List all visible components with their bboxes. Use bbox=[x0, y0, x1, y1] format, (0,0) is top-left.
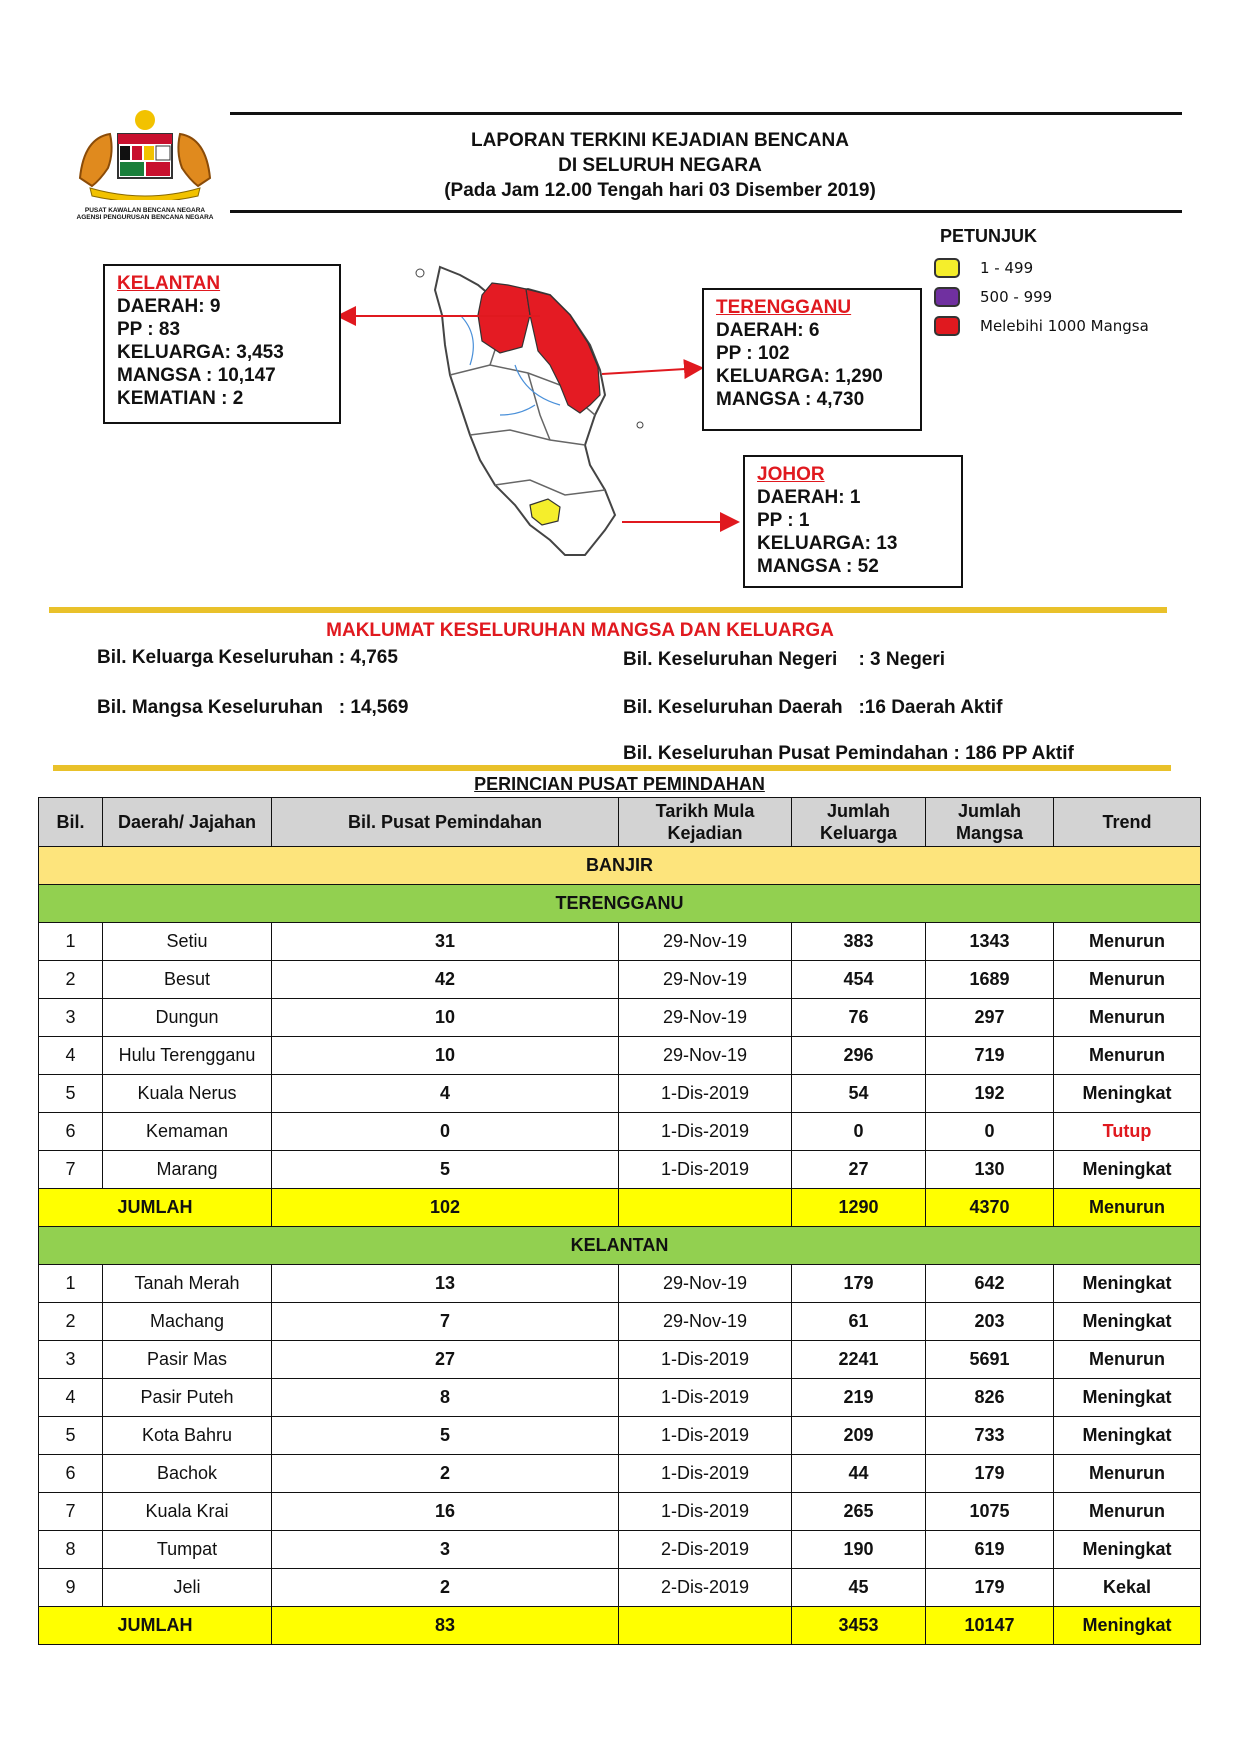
cell-mangsa: 826 bbox=[926, 1379, 1054, 1417]
cell-mangsa: 203 bbox=[926, 1303, 1054, 1341]
cell-bil: 6 bbox=[39, 1455, 103, 1493]
cell-trend: Meningkat bbox=[1054, 1265, 1201, 1303]
cell-pp: 10 bbox=[272, 999, 619, 1037]
cell-keluarga: 179 bbox=[792, 1265, 926, 1303]
cell-bil: 2 bbox=[39, 1303, 103, 1341]
state-section-row bbox=[39, 885, 1201, 923]
report-title bbox=[230, 128, 1090, 203]
cell-tarikh: 1-Dis-2019 bbox=[619, 1075, 792, 1113]
col-tarikh-l2: Kejadian bbox=[667, 823, 743, 843]
logo-caption-2: AGENSI PENGURUSAN BENCANA NEGARA bbox=[76, 214, 214, 221]
cell-keluarga: 2241 bbox=[792, 1341, 926, 1379]
coat-of-arms-icon bbox=[70, 108, 220, 200]
summary-keluarga: Bil. Keluarga Keseluruhan : 4,765 bbox=[97, 647, 398, 668]
cell-tarikh: 29-Nov-19 bbox=[619, 961, 792, 999]
cell-bil: 4 bbox=[39, 1037, 103, 1075]
table-row bbox=[39, 1075, 1201, 1113]
total-tarikh-empty bbox=[619, 1189, 792, 1227]
col-daerah: Daerah/ Jajahan bbox=[103, 798, 272, 847]
cell-trend: Menurun bbox=[1054, 1493, 1201, 1531]
summary-top-bar bbox=[49, 607, 1167, 613]
cell-keluarga: 27 bbox=[792, 1151, 926, 1189]
cell-bil: 7 bbox=[39, 1151, 103, 1189]
legend-item-1 bbox=[934, 256, 1033, 280]
cell-daerah: Kota Bahru bbox=[103, 1417, 272, 1455]
cell-pp: 42 bbox=[272, 961, 619, 999]
cell-daerah: Pasir Mas bbox=[103, 1341, 272, 1379]
cell-bil: 4 bbox=[39, 1379, 103, 1417]
cell-trend: Menurun bbox=[1054, 999, 1201, 1037]
cell-bil: 5 bbox=[39, 1417, 103, 1455]
keluarga-count: KELUARGA: 13 bbox=[757, 533, 898, 554]
coat-of-arms-logo bbox=[70, 108, 220, 221]
cell-bil: 2 bbox=[39, 961, 103, 999]
cell-bil: 3 bbox=[39, 999, 103, 1037]
cell-trend: Meningkat bbox=[1054, 1303, 1201, 1341]
evacuation-table bbox=[38, 797, 1201, 1645]
cell-daerah: Dungun bbox=[103, 999, 272, 1037]
kelantan-info-box bbox=[103, 264, 341, 424]
cell-trend: Menurun bbox=[1054, 961, 1201, 999]
table-row bbox=[39, 1341, 1201, 1379]
legend-item-3 bbox=[934, 314, 1149, 338]
legend-item-2 bbox=[934, 285, 1052, 309]
cell-pp: 2 bbox=[272, 1569, 619, 1607]
table-row bbox=[39, 923, 1201, 961]
state-section-row bbox=[39, 1227, 1201, 1265]
table-row bbox=[39, 1493, 1201, 1531]
daerah-count: DAERAH: 1 bbox=[757, 487, 861, 508]
state-section-name: TERENGGANU bbox=[39, 885, 1201, 923]
cell-bil: 7 bbox=[39, 1493, 103, 1531]
cell-mangsa: 642 bbox=[926, 1265, 1054, 1303]
total-label: JUMLAH bbox=[39, 1607, 272, 1645]
summary-pp: Bil. Keseluruhan Pusat Pemindahan : 186 PP Aktif bbox=[623, 743, 1074, 764]
cell-trend: Tutup bbox=[1054, 1113, 1201, 1151]
cell-trend: Kekal bbox=[1054, 1569, 1201, 1607]
cell-trend: Menurun bbox=[1054, 1037, 1201, 1075]
col-trend: Trend bbox=[1054, 798, 1201, 847]
col-bil: Bil. bbox=[39, 798, 103, 847]
cell-pp: 8 bbox=[272, 1379, 619, 1417]
cell-tarikh: 29-Nov-19 bbox=[619, 1265, 792, 1303]
col-keluarga-l2: Keluarga bbox=[819, 823, 898, 843]
cell-daerah: Setiu bbox=[103, 923, 272, 961]
mangsa-count: MANGSA : 52 bbox=[757, 556, 879, 577]
col-mangsa bbox=[926, 798, 1054, 847]
legend-swatch-red bbox=[934, 316, 960, 336]
logo-caption-1: PUSAT KAWALAN BENCANA NEGARA bbox=[84, 207, 206, 214]
table-row bbox=[39, 1113, 1201, 1151]
cell-daerah: Kuala Nerus bbox=[103, 1075, 272, 1113]
title-line-2: DI SELURUH NEGARA bbox=[558, 155, 762, 176]
cell-tarikh: 29-Nov-19 bbox=[619, 1303, 792, 1341]
summary-title: MAKLUMAT KESELURUHAN MANGSA DAN KELUARGA bbox=[326, 620, 834, 641]
table-body bbox=[39, 847, 1201, 1645]
cell-trend: Menurun bbox=[1054, 923, 1201, 961]
cell-mangsa: 1689 bbox=[926, 961, 1054, 999]
table-row bbox=[39, 1531, 1201, 1569]
cell-pp: 27 bbox=[272, 1341, 619, 1379]
total-row bbox=[39, 1189, 1201, 1227]
kematian-count: KEMATIAN : 2 bbox=[117, 388, 244, 409]
col-mangsa-l2: Mangsa bbox=[955, 823, 1024, 843]
state-name: JOHOR bbox=[757, 464, 825, 485]
cell-mangsa: 130 bbox=[926, 1151, 1054, 1189]
pp-count: PP : 83 bbox=[117, 319, 181, 340]
cell-mangsa: 619 bbox=[926, 1531, 1054, 1569]
arrow-terengganu bbox=[602, 368, 702, 374]
mangsa-count: MANGSA : 4,730 bbox=[716, 389, 865, 410]
cell-bil: 1 bbox=[39, 1265, 103, 1303]
cell-trend: Menurun bbox=[1054, 1341, 1201, 1379]
col-keluarga-l1: Jumlah bbox=[826, 801, 891, 821]
summary-mangsa: Bil. Mangsa Keseluruhan : 14,569 bbox=[97, 697, 409, 718]
cell-daerah: Kuala Krai bbox=[103, 1493, 272, 1531]
table-row bbox=[39, 1303, 1201, 1341]
cell-pp: 7 bbox=[272, 1303, 619, 1341]
legend-label: 1 - 499 bbox=[980, 259, 1034, 277]
cell-trend: Meningkat bbox=[1054, 1075, 1201, 1113]
cell-bil: 8 bbox=[39, 1531, 103, 1569]
cell-bil: 5 bbox=[39, 1075, 103, 1113]
cell-tarikh: 29-Nov-19 bbox=[619, 923, 792, 961]
cell-bil: 6 bbox=[39, 1113, 103, 1151]
cell-tarikh: 1-Dis-2019 bbox=[619, 1113, 792, 1151]
state-section-name: KELANTAN bbox=[39, 1227, 1201, 1265]
total-tarikh-empty bbox=[619, 1607, 792, 1645]
cell-trend: Meningkat bbox=[1054, 1379, 1201, 1417]
johor-info-box bbox=[743, 455, 963, 588]
cell-trend: Meningkat bbox=[1054, 1417, 1201, 1455]
cell-trend: Meningkat bbox=[1054, 1151, 1201, 1189]
cell-keluarga: 296 bbox=[792, 1037, 926, 1075]
cell-mangsa: 179 bbox=[926, 1569, 1054, 1607]
cell-tarikh: 1-Dis-2019 bbox=[619, 1379, 792, 1417]
cell-tarikh: 1-Dis-2019 bbox=[619, 1151, 792, 1189]
disaster-type-row bbox=[39, 847, 1201, 885]
col-tarikh-l1: Tarikh Mula bbox=[655, 801, 755, 821]
table-header-row bbox=[39, 798, 1201, 847]
table-row bbox=[39, 1455, 1201, 1493]
table-row bbox=[39, 999, 1201, 1037]
legend-swatch-yellow bbox=[934, 258, 960, 278]
pp-count: PP : 102 bbox=[716, 343, 790, 364]
legend-swatch-purple bbox=[934, 287, 960, 307]
cell-keluarga: 219 bbox=[792, 1379, 926, 1417]
cell-tarikh: 29-Nov-19 bbox=[619, 1037, 792, 1075]
total-pp: 102 bbox=[272, 1189, 619, 1227]
total-trend: Menurun bbox=[1054, 1189, 1201, 1227]
cell-keluarga: 454 bbox=[792, 961, 926, 999]
cell-keluarga: 209 bbox=[792, 1417, 926, 1455]
mangsa-count: MANGSA : 10,147 bbox=[117, 365, 276, 386]
cell-keluarga: 265 bbox=[792, 1493, 926, 1531]
cell-mangsa: 1075 bbox=[926, 1493, 1054, 1531]
daerah-count: DAERAH: 6 bbox=[716, 320, 820, 341]
table-row bbox=[39, 1417, 1201, 1455]
table-title-text: PERINCIAN PUSAT PEMINDAHAN bbox=[474, 774, 765, 794]
table-row bbox=[39, 1037, 1201, 1075]
col-keluarga bbox=[792, 798, 926, 847]
cell-keluarga: 190 bbox=[792, 1531, 926, 1569]
total-label: JUMLAH bbox=[39, 1189, 272, 1227]
cell-pp: 16 bbox=[272, 1493, 619, 1531]
cell-pp: 4 bbox=[272, 1075, 619, 1113]
total-row bbox=[39, 1607, 1201, 1645]
disaster-type: BANJIR bbox=[39, 847, 1201, 885]
table-title bbox=[0, 774, 1239, 795]
col-pp: Bil. Pusat Pemindahan bbox=[272, 798, 619, 847]
summary-bottom-bar bbox=[53, 765, 1171, 771]
cell-keluarga: 61 bbox=[792, 1303, 926, 1341]
cell-bil: 1 bbox=[39, 923, 103, 961]
cell-mangsa: 1343 bbox=[926, 923, 1054, 961]
cell-daerah: Jeli bbox=[103, 1569, 272, 1607]
total-mangsa: 10147 bbox=[926, 1607, 1054, 1645]
total-keluarga: 1290 bbox=[792, 1189, 926, 1227]
cell-tarikh: 1-Dis-2019 bbox=[619, 1341, 792, 1379]
map-arrows bbox=[330, 300, 740, 540]
cell-tarikh: 1-Dis-2019 bbox=[619, 1417, 792, 1455]
cell-daerah: Marang bbox=[103, 1151, 272, 1189]
table-row bbox=[39, 1265, 1201, 1303]
cell-mangsa: 719 bbox=[926, 1037, 1054, 1075]
cell-daerah: Machang bbox=[103, 1303, 272, 1341]
island bbox=[416, 269, 424, 277]
total-mangsa: 4370 bbox=[926, 1189, 1054, 1227]
total-trend: Meningkat bbox=[1054, 1607, 1201, 1645]
legend-title: PETUNJUK bbox=[940, 226, 1038, 246]
header-bottom-rule bbox=[230, 210, 1182, 213]
total-pp: 83 bbox=[272, 1607, 619, 1645]
cell-tarikh: 2-Dis-2019 bbox=[619, 1569, 792, 1607]
header-top-rule bbox=[230, 112, 1182, 115]
total-keluarga: 3453 bbox=[792, 1607, 926, 1645]
cell-pp: 2 bbox=[272, 1455, 619, 1493]
cell-keluarga: 44 bbox=[792, 1455, 926, 1493]
cell-mangsa: 733 bbox=[926, 1417, 1054, 1455]
summary-daerah: Bil. Keseluruhan Daerah :16 Daerah Aktif bbox=[623, 697, 1003, 718]
daerah-count: DAERAH: 9 bbox=[117, 296, 221, 317]
col-mangsa-l1: Jumlah bbox=[957, 801, 1022, 821]
cell-bil: 3 bbox=[39, 1341, 103, 1379]
cell-daerah: Tanah Merah bbox=[103, 1265, 272, 1303]
table-row bbox=[39, 961, 1201, 999]
table-row bbox=[39, 1569, 1201, 1607]
cell-daerah: Bachok bbox=[103, 1455, 272, 1493]
cell-bil: 9 bbox=[39, 1569, 103, 1607]
cell-mangsa: 192 bbox=[926, 1075, 1054, 1113]
cell-pp: 13 bbox=[272, 1265, 619, 1303]
cell-pp: 3 bbox=[272, 1531, 619, 1569]
cell-keluarga: 45 bbox=[792, 1569, 926, 1607]
cell-daerah: Pasir Puteh bbox=[103, 1379, 272, 1417]
terengganu-info-box bbox=[702, 288, 922, 431]
keluarga-count: KELUARGA: 1,290 bbox=[716, 366, 883, 387]
legend-label: Melebihi 1000 Mangsa bbox=[980, 317, 1149, 335]
legend-label: 500 - 999 bbox=[980, 288, 1053, 306]
cell-tarikh: 1-Dis-2019 bbox=[619, 1493, 792, 1531]
keluarga-count: KELUARGA: 3,453 bbox=[117, 342, 284, 363]
cell-keluarga: 54 bbox=[792, 1075, 926, 1113]
cell-trend: Meningkat bbox=[1054, 1531, 1201, 1569]
col-tarikh bbox=[619, 798, 792, 847]
cell-keluarga: 383 bbox=[792, 923, 926, 961]
cell-mangsa: 179 bbox=[926, 1455, 1054, 1493]
cell-tarikh: 2-Dis-2019 bbox=[619, 1531, 792, 1569]
cell-mangsa: 0 bbox=[926, 1113, 1054, 1151]
summary-negeri: Bil. Keseluruhan Negeri : 3 Negeri bbox=[623, 649, 946, 670]
table-row bbox=[39, 1379, 1201, 1417]
cell-mangsa: 5691 bbox=[926, 1341, 1054, 1379]
pp-count: PP : 1 bbox=[757, 510, 810, 531]
cell-daerah: Tumpat bbox=[103, 1531, 272, 1569]
cell-pp: 10 bbox=[272, 1037, 619, 1075]
cell-trend: Menurun bbox=[1054, 1455, 1201, 1493]
cell-tarikh: 29-Nov-19 bbox=[619, 999, 792, 1037]
title-line-3: (Pada Jam 12.00 Tengah hari 03 Disember 2019) bbox=[444, 180, 876, 201]
cell-daerah: Hulu Terengganu bbox=[103, 1037, 272, 1075]
cell-pp: 0 bbox=[272, 1113, 619, 1151]
state-name: KELANTAN bbox=[117, 273, 221, 294]
title-line-1: LAPORAN TERKINI KEJADIAN BENCANA bbox=[471, 130, 849, 151]
cell-keluarga: 0 bbox=[792, 1113, 926, 1151]
cell-pp: 5 bbox=[272, 1417, 619, 1455]
cell-daerah: Besut bbox=[103, 961, 272, 999]
cell-tarikh: 1-Dis-2019 bbox=[619, 1455, 792, 1493]
table-row bbox=[39, 1151, 1201, 1189]
cell-mangsa: 297 bbox=[926, 999, 1054, 1037]
cell-keluarga: 76 bbox=[792, 999, 926, 1037]
cell-daerah: Kemaman bbox=[103, 1113, 272, 1151]
state-name: TERENGGANU bbox=[716, 297, 852, 318]
cell-pp: 5 bbox=[272, 1151, 619, 1189]
cell-pp: 31 bbox=[272, 923, 619, 961]
